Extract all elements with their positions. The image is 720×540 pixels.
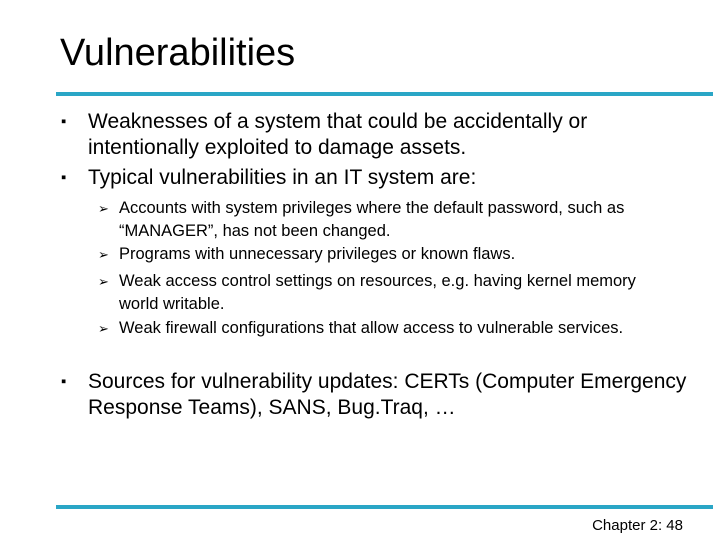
arrow-bullet-icon: ➢ [98, 321, 109, 336]
footer-divider [56, 505, 713, 509]
bullet-typical-vulnerabilities [61, 165, 688, 191]
arrow-bullet-icon: ➢ [98, 274, 109, 289]
bullet-text: Sources for vulnerability updates: CERTs (Computer Emergency Response Teams), SANS, Bug.Traq, … [88, 370, 687, 419]
sub-bullet-text: Weak access control settings on resources, e.g. having kernel memory world writable. [119, 272, 636, 313]
arrow-bullet-icon: ➢ [98, 201, 109, 216]
slide-title: Vulnerabilities [60, 32, 296, 74]
bullet-sources [61, 369, 688, 421]
slide-number: Chapter 2: 48 [592, 517, 683, 534]
bullet-weaknesses [61, 109, 688, 161]
square-bullet-icon: ▪ [61, 113, 67, 130]
sub-bullet-programs-privileges [98, 243, 679, 266]
bullet-text: Typical vulnerabilities in an IT system are: [88, 166, 477, 189]
sub-bullet-text: Programs with unnecessary privileges or known flaws. [119, 245, 516, 263]
sub-bullet-firewall [98, 317, 679, 340]
title-divider [56, 92, 713, 96]
square-bullet-icon: ▪ [61, 373, 67, 390]
arrow-bullet-icon: ➢ [98, 247, 109, 262]
sub-bullet-default-password [98, 197, 679, 243]
sub-bullet-text: Accounts with system privileges where the default password, such as “MANAGER”, has not been changed. [119, 199, 625, 240]
bullet-text: Weaknesses of a system that could be accidentally or intentionally exploited to damage assets. [88, 110, 588, 159]
sub-bullet-access-control [98, 270, 679, 316]
square-bullet-icon: ▪ [61, 169, 67, 186]
sub-bullet-text: Weak firewall configurations that allow access to vulnerable services. [119, 319, 624, 337]
